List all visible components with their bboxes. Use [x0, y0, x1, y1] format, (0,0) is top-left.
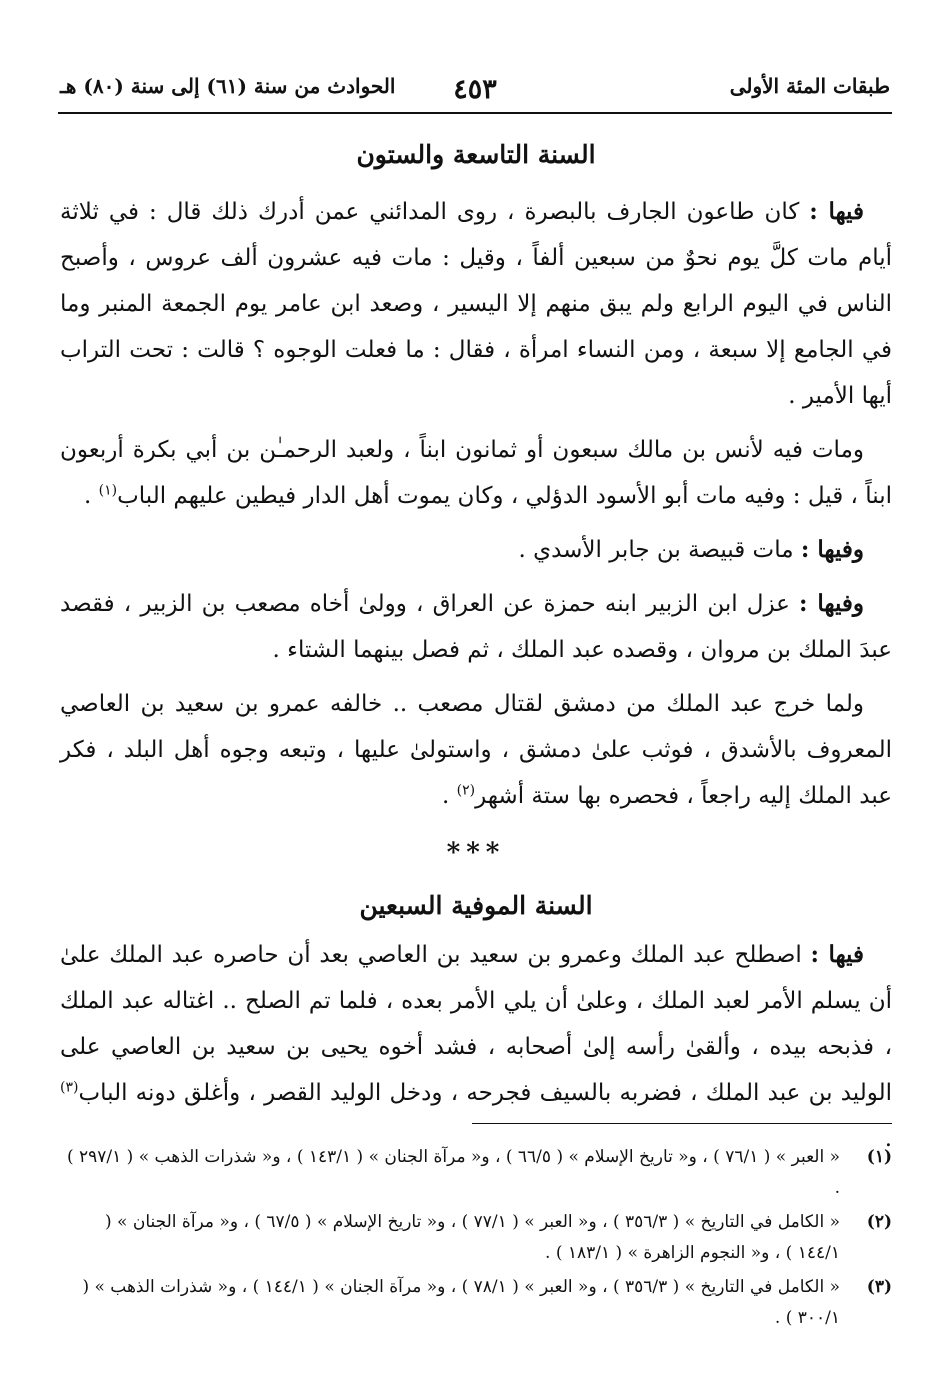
paragraph-lead: وفيها :	[800, 536, 864, 563]
section-title-69: السنة التاسعة والستون	[356, 140, 596, 169]
main-text	[60, 140, 892, 1162]
paragraph	[60, 427, 892, 519]
book-title: طبقات المئة الأولى	[729, 74, 890, 98]
footnote-item	[60, 1272, 892, 1334]
paragraph-text: ومات فيه لأنس بن مالك سبعون أو ثمانون ابناً ، ولعبد الرحمـٰن بن أبي بكرة أربعون ابناً ، قيل : وفيه مات أبو الأسود الدؤلي ، وكان يموت أهل الدار فيطين عليهم الباب	[60, 437, 892, 509]
paragraph-text: عزل ابن الزبير ابنه حمزة عن العراق ، وولىٰ أخاه مصعب بن الزبير ، فقصد عبدَ الملك بن مروان ، وقصده عبد الملك ، ثم فصل بينهما الشتاء .	[60, 591, 892, 663]
section-separator: ***	[446, 838, 506, 868]
paragraph-lead: وفيها :	[799, 590, 864, 617]
footnote-number: (٣)	[866, 1277, 892, 1297]
footnote-item	[60, 1207, 892, 1269]
footnotes	[60, 1142, 892, 1337]
header-rule	[58, 112, 892, 114]
paragraph	[60, 681, 892, 819]
paragraph-end: .	[442, 783, 457, 809]
paragraph-end: .	[84, 483, 99, 509]
footnote-text: « الكامل في التاريخ » ( ٣٥٦/٣ ) ، و« العبر » ( ٧٨/١ ) ، و« مرآة الجنان » ( ١٤٤/١ ) ، و« شذرات الذهب » ( ٣٠٠/١ ) .	[82, 1277, 840, 1328]
footnote-item	[60, 1142, 892, 1204]
section-title-70: السنة الموفية السبعين	[359, 891, 593, 920]
paragraph-lead: فيها :	[809, 198, 864, 225]
paragraph	[60, 581, 892, 673]
footnote-marker[interactable]: (٣)	[60, 1079, 79, 1096]
paragraph	[60, 189, 892, 419]
footnote-rule	[472, 1123, 892, 1124]
footnote-marker[interactable]: (١)	[98, 482, 118, 499]
chapter-range: الحوادث من سنة (٦١) إلى سنة (٨٠) هـ	[60, 74, 396, 98]
footnote-number: (١)	[866, 1147, 892, 1167]
paragraph-lead: فيها :	[810, 941, 864, 968]
paragraph	[60, 527, 892, 573]
running-header	[60, 66, 890, 106]
paragraph-text: كان طاعون الجارف بالبصرة ، روى المدائني عمن أدرك ذلك قال : في ثلاثة أيام مات كلَّ يوم نحوٌ من سبعين ألفاً ، وقيل : مات فيه عشرون ألف عروس ، وأصبح الناس في اليوم الرابع ولم يبق منهم إلا اليسير ، وصعد ابن عامر يوم الجمعة المنبر وما في الجامع إلا سبعة ، ومن النساء امرأة ، فقال : ما فعلت الوجوه ؟ قالت : تحت التراب أيها الأمير .	[60, 199, 892, 409]
paragraph-text: اصطلح عبد الملك وعمرو بن سعيد بن العاصي بعد أن حاصره عبد الملك علىٰ أن يسلم الأمر لعبد الملك ، وعلىٰ أن يلي الأمر بعده ، فلما تم الصلح .. اغتاله عبد الملك ، فذبحه بيده ، وألقىٰ رأسه إلىٰ أصحابه ، فشد أخوه يحيى بن سعيد بن العاصي على الوليد بن عبد الملك ، فضربه بالسيف فجرحه ، ودخل الوليد القصر ، وأغلق دونه الباب	[60, 942, 893, 1106]
footnote-text: « العبر » ( ٧٦/١ ) ، و« تاريخ الإسلام » ( ٦٦/٥ ) ، و« مرآة الجنان » ( ١٤٣/١ ) ، و« شذرات الذهب » ( ٢٩٧/١ ) .	[66, 1147, 840, 1198]
footnote-marker[interactable]: (٢)	[456, 782, 476, 799]
paragraph-end: .	[884, 1126, 892, 1152]
paragraph	[60, 932, 892, 1162]
paragraph-text: ولما خرج عبد الملك من دمشق لقتال مصعب .. خالفه عمرو بن سعيد بن العاصي المعروف بالأشدق ، فوثب علىٰ دمشق ، واستولىٰ عليها ، وتبعه وجوه أهل البلد ، فكر عبد الملك إليه راجعاً ، فحصره بها ستة أشهر	[60, 691, 892, 809]
footnote-text: « الكامل في التاريخ » ( ٣٥٦/٣ ) ، و« العبر » ( ٧٧/١ ) ، و« تاريخ الإسلام » ( ٦٧/٥ ) ، و« مرآة الجنان » ( ١٤٤/١ ) ، و« النجوم الزاهرة » ( ١٨٣/١ ) .	[105, 1212, 840, 1263]
page-number: ٤٥٣	[453, 74, 497, 105]
paragraph-text: مات قبيصة بن جابر الأسدي .	[518, 537, 801, 563]
footnote-number: (٢)	[866, 1212, 892, 1232]
